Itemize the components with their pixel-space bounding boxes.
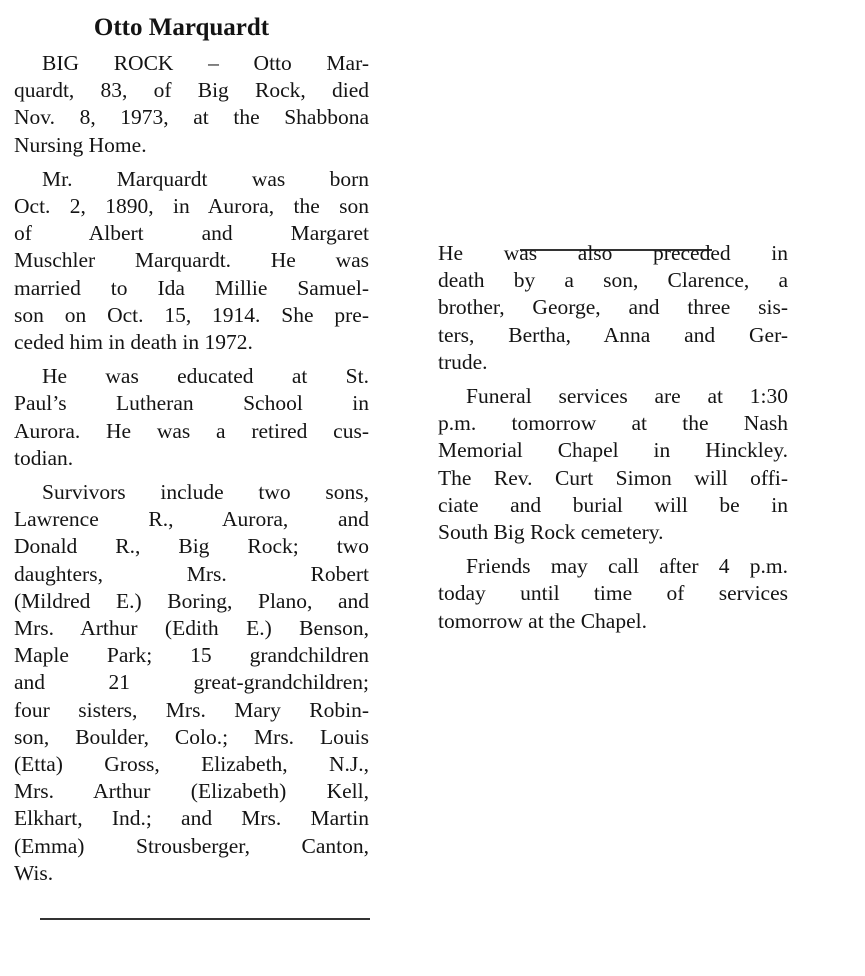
paragraph [14, 363, 369, 472]
text-line: Funeral services are at 1:30 [466, 384, 788, 409]
text-line: Wis. [14, 860, 54, 885]
text-line: Survivors include two sons, [42, 480, 369, 505]
left-column [14, 12, 369, 894]
text-line: Aurora. He was a retired cus- [14, 418, 369, 443]
text-line: He was educated at St. [42, 364, 369, 389]
text-line: The Rev. Curt Simon will offi- [438, 465, 788, 490]
paragraph [14, 50, 369, 159]
text-line: Mr. Marquardt was born [42, 166, 369, 191]
text-line: Nursing Home. [14, 132, 147, 157]
text-line: Memorial Chapel in Hinckley. [438, 438, 788, 463]
text-line: daughters, Mrs. Robert [14, 561, 369, 586]
text-line: (Etta) Gross, Elizabeth, N.J., [14, 752, 369, 777]
text-line: (Emma) Strousberger, Canton, [14, 833, 369, 858]
text-line: Mrs. Arthur (Elizabeth) Kell, [14, 779, 369, 804]
text-line: ceded him in death in 1972. [14, 330, 253, 355]
text-line: brother, George, and three sis- [438, 295, 788, 320]
paragraph [438, 553, 788, 635]
paragraph [438, 383, 788, 546]
text-line: and 21 great-grandchildren; [14, 670, 369, 695]
text-line: son, Boulder, Colo.; Mrs. Louis [14, 724, 369, 749]
column-rule-bottom [40, 918, 370, 920]
text-line: p.m. tomorrow at the Nash [438, 411, 788, 436]
text-line: Mrs. Arthur (Edith E.) Benson, [14, 616, 369, 641]
text-line: trude. [438, 349, 488, 374]
text-line: of Albert and Margaret [14, 221, 369, 246]
text-line: ters, Bertha, Anna and Ger- [438, 322, 788, 347]
right-paragraphs [438, 240, 788, 642]
text-line: He was also preceded in [438, 241, 788, 265]
text-line: Friends may call after 4 p.m. [466, 554, 788, 579]
text-line: ciate and burial will be in [438, 492, 788, 517]
text-line: Donald R., Big Rock; two [14, 534, 369, 559]
text-line: Muschler Marquardt. He was [14, 248, 369, 273]
text-line: Paul’s Lutheran School in [14, 391, 369, 416]
text-line: Lawrence R., Aurora, and [14, 507, 369, 532]
text-line: South Big Rock cemetery. [438, 520, 664, 545]
text-line: Elkhart, Ind.; and Mrs. Martin [14, 806, 369, 831]
obituary-headline: Otto Marquardt [93, 14, 270, 41]
text-line: married to Ida Millie Samuel- [14, 275, 369, 300]
left-paragraphs [14, 50, 369, 894]
text-line: Nov. 8, 1973, at the Shabbona [14, 105, 369, 130]
text-line: Oct. 2, 1890, in Aurora, the son [14, 194, 369, 219]
text-line: (Mildred E.) Boring, Plano, and [14, 588, 369, 613]
text-line: Maple Park; 15 grandchildren [14, 643, 369, 668]
text-line: todian. [14, 445, 74, 470]
text-line: BIG ROCK – Otto Mar- [42, 51, 369, 75]
right-column [438, 240, 788, 642]
paragraph [14, 166, 369, 356]
text-line: death by a son, Clarence, a [438, 268, 788, 293]
text-line: four sisters, Mrs. Mary Robin- [14, 697, 369, 722]
text-line: tomorrow at the Chapel. [438, 608, 647, 633]
paragraph [438, 240, 788, 376]
text-line: quardt, 83, of Big Rock, died [14, 78, 369, 103]
text-line: son on Oct. 15, 1914. She pre- [14, 302, 369, 327]
paragraph [14, 479, 369, 887]
text-line: today until time of services [438, 581, 788, 606]
